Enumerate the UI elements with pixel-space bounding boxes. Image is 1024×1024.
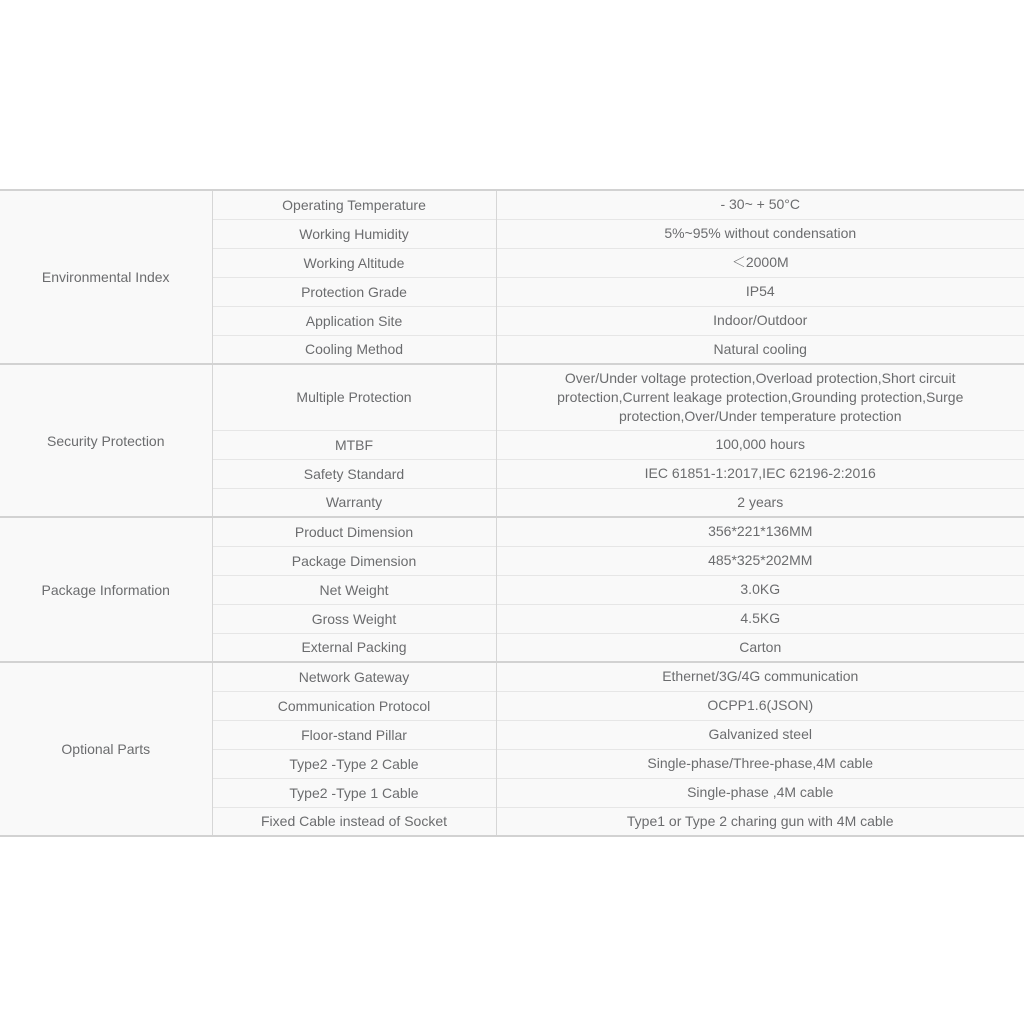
spec-name-cell: Application Site <box>212 306 496 335</box>
spec-value-cell <box>496 190 1024 219</box>
spec-value-cell <box>496 575 1024 604</box>
spec-value-text: 5%~95% without condensation <box>664 225 857 241</box>
spec-name-cell: Protection Grade <box>212 277 496 306</box>
spec-value-cell <box>496 749 1024 778</box>
spec-value-text: Single-phase/Three-phase,4M cable <box>647 755 874 771</box>
spec-name-cell: Floor-stand Pillar <box>212 720 496 749</box>
spec-value-text: Ethernet/3G/4G communication <box>662 668 859 685</box>
spec-value-cell <box>496 546 1024 575</box>
spec-value-text: 485*325*202MM <box>708 552 813 568</box>
spec-value-cell <box>496 633 1024 662</box>
spec-row <box>0 364 1024 430</box>
spec-name-cell: Communication Protocol <box>212 691 496 720</box>
spec-value-text: - 30~ + 50°C <box>720 196 801 213</box>
spec-name-cell: Operating Temperature <box>212 190 496 219</box>
spec-value-cell <box>496 430 1024 459</box>
spec-value-text: 2 years <box>737 493 784 510</box>
spec-value-text: Carton <box>739 638 782 655</box>
spec-value-cell <box>496 306 1024 335</box>
spec-row <box>0 190 1024 219</box>
spec-value-cell <box>496 691 1024 720</box>
spec-name-cell: Type2 -Type 2 Cable <box>212 749 496 778</box>
spec-value-cell <box>496 248 1024 277</box>
spec-value-text: Single-phase ,4M cable <box>687 784 834 800</box>
category-cell: Optional Parts <box>0 662 212 836</box>
spec-name-cell: Working Altitude <box>212 248 496 277</box>
spec-name-cell: Network Gateway <box>212 662 496 691</box>
spec-value-cell <box>496 335 1024 364</box>
spec-value-text: 4.5KG <box>740 610 781 626</box>
spec-value-text: IEC 61851-1:2017,IEC 62196-2:2016 <box>644 465 876 481</box>
spec-value-cell <box>496 720 1024 749</box>
spec-value-cell <box>496 807 1024 836</box>
spec-value-cell <box>496 778 1024 807</box>
spec-row <box>0 662 1024 691</box>
spec-name-cell: Multiple Protection <box>212 364 496 430</box>
spec-name-cell: Product Dimension <box>212 517 496 546</box>
spec-value-cell <box>496 662 1024 691</box>
spec-table <box>0 189 1024 837</box>
spec-name-cell: Cooling Method <box>212 335 496 364</box>
spec-value-cell <box>496 488 1024 517</box>
spec-value-text: Type1 or Type 2 charing gun with 4M cable <box>626 812 894 829</box>
spec-value-text: IP54 <box>745 283 775 299</box>
spec-name-cell: Package Dimension <box>212 546 496 575</box>
spec-table-body <box>0 190 1024 836</box>
spec-value-cell <box>496 277 1024 306</box>
spec-name-cell: Warranty <box>212 488 496 517</box>
spec-value-cell <box>496 364 1024 430</box>
category-cell: Package Information <box>0 517 212 662</box>
spec-name-cell: Type2 -Type 1 Cable <box>212 778 496 807</box>
spec-value-text: Indoor/Outdoor <box>713 312 808 328</box>
spec-name-cell: Working Humidity <box>212 219 496 248</box>
spec-name-cell: MTBF <box>212 430 496 459</box>
category-cell: Security Protection <box>0 364 212 517</box>
spec-value-cell <box>496 219 1024 248</box>
spec-value-text: 100,000 hours <box>715 436 806 452</box>
spec-value-cell <box>496 459 1024 488</box>
spec-value-cell <box>496 517 1024 546</box>
spec-value-text: Galvanized steel <box>708 726 812 742</box>
spec-value-text: Over/Under voltage protection,Overload protection,Short circuit protection,Current leakage protection,Grounding protection,Surge protection,Over/Under temperature protection <box>557 369 964 424</box>
spec-name-cell: Net Weight <box>212 575 496 604</box>
spec-value-text: OCPP1.6(JSON) <box>707 697 814 713</box>
spec-name-cell: Gross Weight <box>212 604 496 633</box>
spec-value-cell <box>496 604 1024 633</box>
spec-name-cell: Fixed Cable instead of Socket <box>212 807 496 836</box>
spec-name-cell: Safety Standard <box>212 459 496 488</box>
spec-row <box>0 517 1024 546</box>
spec-value-text: 3.0KG <box>740 581 781 597</box>
spec-name-cell: External Packing <box>212 633 496 662</box>
spec-value-text: ＜2000M <box>731 254 789 270</box>
spec-value-text: Natural cooling <box>713 340 807 357</box>
category-cell: Environmental Index <box>0 190 212 364</box>
spec-value-text: 356*221*136MM <box>708 523 813 540</box>
